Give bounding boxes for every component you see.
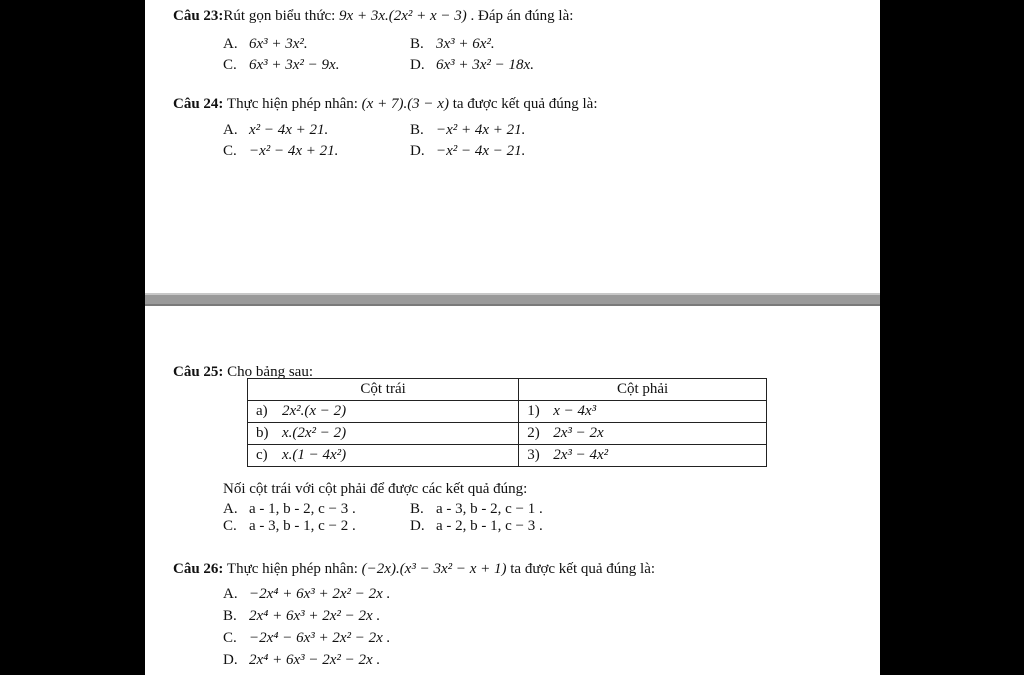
option-text: x² − 4x + 21. [249, 122, 329, 138]
option-label: A. [223, 586, 238, 602]
question-prompt: Thực hiện phép nhân: [226, 96, 358, 112]
option-c[interactable] [223, 629, 390, 647]
option-label: D. [410, 57, 425, 73]
option-a[interactable] [223, 121, 328, 139]
option-text: 6x³ + 3x². [249, 36, 308, 52]
row-label: 3) [527, 447, 540, 463]
cell-expression: x − 4x³ [553, 403, 597, 419]
cell-expression: 2x³ − 2x [553, 425, 604, 441]
table-row [248, 423, 767, 445]
cell-expression: x.(2x² − 2) [282, 425, 347, 441]
option-label: B. [223, 608, 237, 624]
option-label: D. [410, 143, 425, 159]
option-c[interactable] [223, 56, 339, 74]
table-row [248, 445, 767, 467]
question-prompt: Cho bảng sau: [227, 364, 313, 380]
option-label: C. [223, 518, 237, 534]
document-page-1 [145, 0, 880, 293]
option-text: a - 3, b - 1, c − 2 . [249, 518, 356, 534]
matching-table [247, 378, 767, 467]
option-c[interactable] [223, 142, 338, 160]
cell-expression: x.(1 − 4x²) [282, 447, 347, 463]
option-text: −x² + 4x + 21. [436, 122, 526, 138]
option-text: 2x⁴ + 6x³ + 2x² − 2x . [249, 608, 381, 624]
cell-expression: 2x³ − 4x² [553, 447, 609, 463]
question-24 [173, 95, 598, 113]
question-instruction: Nối cột trái với cột phải để được các kết quả đúng: [223, 481, 528, 497]
option-a[interactable] [223, 35, 308, 53]
question-prompt: Rút gọn biểu thức: [223, 8, 336, 24]
option-label: A. [223, 501, 238, 517]
option-b[interactable] [410, 35, 495, 53]
row-label: 1) [527, 403, 540, 419]
option-label: B. [410, 36, 424, 52]
option-text: 3x³ + 6x². [436, 36, 495, 52]
question-suffix: ta được kết quả đúng là: [510, 561, 656, 577]
option-text: −2x⁴ + 6x³ + 2x² − 2x . [249, 586, 391, 602]
option-text: −x² − 4x − 21. [436, 143, 526, 159]
option-d[interactable] [223, 651, 380, 669]
option-label: B. [410, 122, 424, 138]
table-cell-left [248, 401, 519, 423]
option-label: A. [223, 122, 238, 138]
column-header-left: Cột trái [248, 379, 519, 401]
option-text: a - 1, b - 2, c − 3 . [249, 501, 356, 517]
column-header-right: Cột phải [519, 379, 767, 401]
question-prompt: Thực hiện phép nhân: [226, 561, 358, 577]
math-expression: (−2x).(x³ − 3x² − x + 1) [361, 561, 507, 577]
page-divider [145, 293, 880, 306]
row-label: 2) [527, 425, 540, 441]
option-label: C. [223, 57, 237, 73]
question-23 [173, 7, 573, 25]
option-d[interactable] [410, 517, 543, 535]
math-expression: 9x + 3x.(2x² + x − 3) [339, 8, 467, 24]
question-suffix: ta được kết quả đúng là: [452, 96, 598, 112]
option-text: a - 3, b - 2, c − 1 . [436, 501, 543, 517]
row-label: c) [256, 447, 268, 463]
table-cell-right [519, 445, 767, 467]
option-b[interactable] [223, 607, 380, 625]
option-d[interactable] [410, 56, 534, 74]
question-number: Câu 25: [173, 364, 224, 380]
question-suffix: . Đáp án đúng là: [470, 8, 574, 24]
option-text: 6x³ + 3x² − 9x. [249, 57, 340, 73]
row-label: a) [256, 403, 268, 419]
option-a[interactable] [223, 585, 390, 603]
question-number: Câu 26: [173, 561, 224, 577]
option-text: 2x⁴ + 6x³ − 2x² − 2x . [249, 652, 381, 668]
question-26 [173, 560, 655, 578]
option-label: C. [223, 630, 237, 646]
cell-expression: 2x².(x − 2) [282, 403, 347, 419]
question-number: Câu 23: [173, 8, 224, 24]
table-row [248, 401, 767, 423]
question-number: Câu 24: [173, 96, 224, 112]
option-b[interactable] [410, 500, 543, 518]
option-label: B. [410, 501, 424, 517]
math-expression: (x + 7).(3 − x) [361, 96, 449, 112]
table-cell-left [248, 423, 519, 445]
table-header-row [248, 379, 767, 401]
table-cell-right [519, 423, 767, 445]
option-label: D. [410, 518, 425, 534]
option-text: −2x⁴ − 6x³ + 2x² − 2x . [249, 630, 391, 646]
option-text: a - 2, b - 1, c − 3 . [436, 518, 543, 534]
option-label: D. [223, 652, 238, 668]
option-label: C. [223, 143, 237, 159]
option-d[interactable] [410, 142, 525, 160]
option-c[interactable] [223, 517, 356, 535]
option-text: −x² − 4x + 21. [249, 143, 339, 159]
table-cell-right [519, 401, 767, 423]
option-label: A. [223, 36, 238, 52]
option-text: 6x³ + 3x² − 18x. [436, 57, 534, 73]
row-label: b) [256, 425, 269, 441]
document-page-2 [145, 306, 880, 675]
option-a[interactable] [223, 500, 356, 518]
option-b[interactable] [410, 121, 525, 139]
table-cell-left [248, 445, 519, 467]
